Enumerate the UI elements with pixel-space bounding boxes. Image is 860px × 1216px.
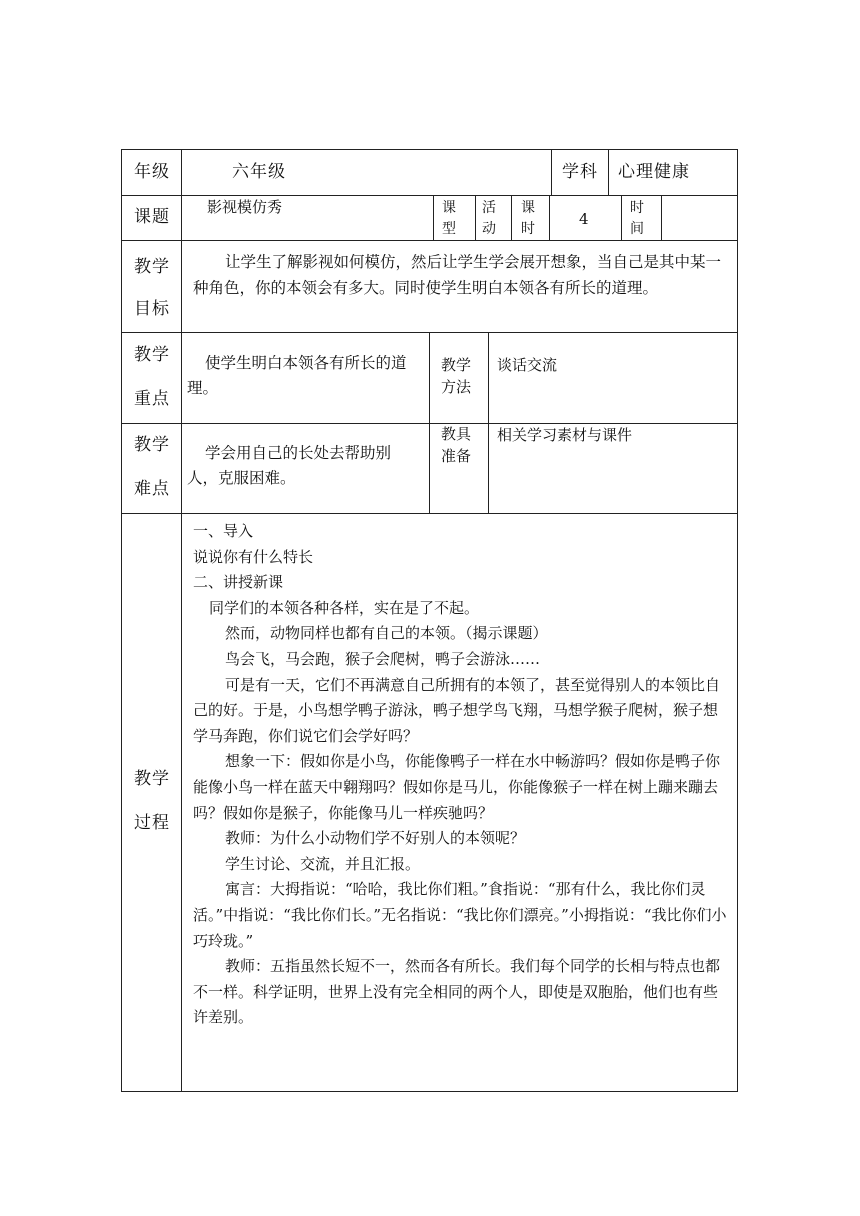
process-paragraph: 二、讲授新课 (193, 573, 284, 592)
topic-label: 课题 (134, 207, 170, 227)
difficulties-label-1: 教学 (134, 435, 170, 455)
process-paragraph: 寓言：大拇指说：“哈哈，我比你们粗。”食指说：“那有什么，我比你们灵活。”中指说：“我比你们长。”无名指说：“我比你们漂亮。”小拇指说：“我比你们小巧玲珑。” (193, 880, 727, 950)
subject-value: 心理健康 (618, 162, 690, 182)
goals-label-1: 教学 (134, 257, 170, 277)
process-paragraph: 可是有一天，它们不再满意自己所拥有的本领了，甚至觉得别人的本领比自己的好。于是，小鸟想学鸭子游泳，鸭子想学鸟飞翔，马想学猴子爬树，猴子想学马奔跑，你们说它们会学好吗？ (193, 675, 721, 745)
difficulties-label-2: 难点 (134, 479, 170, 499)
process-body (193, 519, 728, 1031)
process-paragraph: 教师：为什么小动物们学不好别人的本领呢？ (225, 829, 526, 848)
process-paragraph: 学生讨论、交流，并且汇报。 (225, 854, 421, 873)
method-label-2: 方法 (441, 378, 472, 396)
process-paragraph: 想象一下：假如你是小鸟，你能像鸭子一样在水中畅游吗？假如你是鸭子你能像小鸟一样在蓝天中翱翔吗？假如你是马儿，你能像猴子一样在树上蹦来蹦去吗？假如你是猴子，你能像马儿一样疾驰吗？ (193, 752, 721, 822)
time-label-1: 时 (630, 200, 644, 216)
topic-value: 影视模仿秀 (207, 198, 283, 216)
process-paragraph: 同学们的本领各种各样，实在是了不起。 (209, 598, 480, 617)
tools-label-1: 教具 (441, 425, 472, 443)
process-label-2: 过程 (134, 813, 170, 833)
method-label-1: 教学 (441, 356, 472, 374)
process-label-1: 教学 (134, 769, 170, 789)
grade-label: 年级 (134, 162, 170, 182)
time-label-2: 间 (630, 221, 644, 237)
lesson-plan-table (121, 149, 738, 1092)
goals-label-2: 目标 (134, 299, 170, 319)
type-label-2: 型 (442, 221, 456, 237)
tools-value: 相关学习素材与课件 (497, 426, 633, 444)
method-value: 谈话交流 (497, 356, 558, 374)
subject-label: 学科 (562, 162, 598, 182)
hours-label-2: 时 (521, 221, 535, 237)
type-label-1: 课 (442, 200, 456, 216)
grade-value: 六年级 (232, 162, 286, 182)
key-points-label-1: 教学 (134, 345, 170, 365)
hours-value: 4 (579, 210, 589, 228)
type-value-2: 动 (482, 221, 496, 237)
tools-label-2: 准备 (441, 447, 472, 465)
goals-text: 让学生了解影视如何模仿，然后让学生学会展开想象，当自己是其中某一种角色，你的本领会有多大。同时使学生明白本领各有所长的道理。 (193, 253, 722, 297)
difficulties-text: 学会用自己的长处去帮助别人，克服困难。 (187, 444, 392, 487)
process-paragraph: 然而，动物同样也都有自己的本领。（揭示课题） (225, 624, 548, 643)
type-value-1: 活 (482, 200, 496, 216)
key-points-text: 使学生明白本领各有所长的道理。 (187, 354, 407, 397)
process-paragraph: 一、导入 (193, 522, 254, 540)
process-paragraph: 教师：五指虽然长短不一，然而各有所长。我们每个同学的长相与特点也都不一样。科学证明，世界上没有完全相同的两个人，即使是双胞胎，他们也有些许差别。 (193, 957, 721, 1027)
key-points-label-2: 重点 (134, 389, 170, 409)
hours-label-1: 课 (521, 200, 535, 216)
process-paragraph: 说说你有什么特长 (193, 547, 314, 566)
process-paragraph: 鸟会飞，马会跑，猴子会爬树，鸭子会游泳…… (225, 649, 541, 668)
